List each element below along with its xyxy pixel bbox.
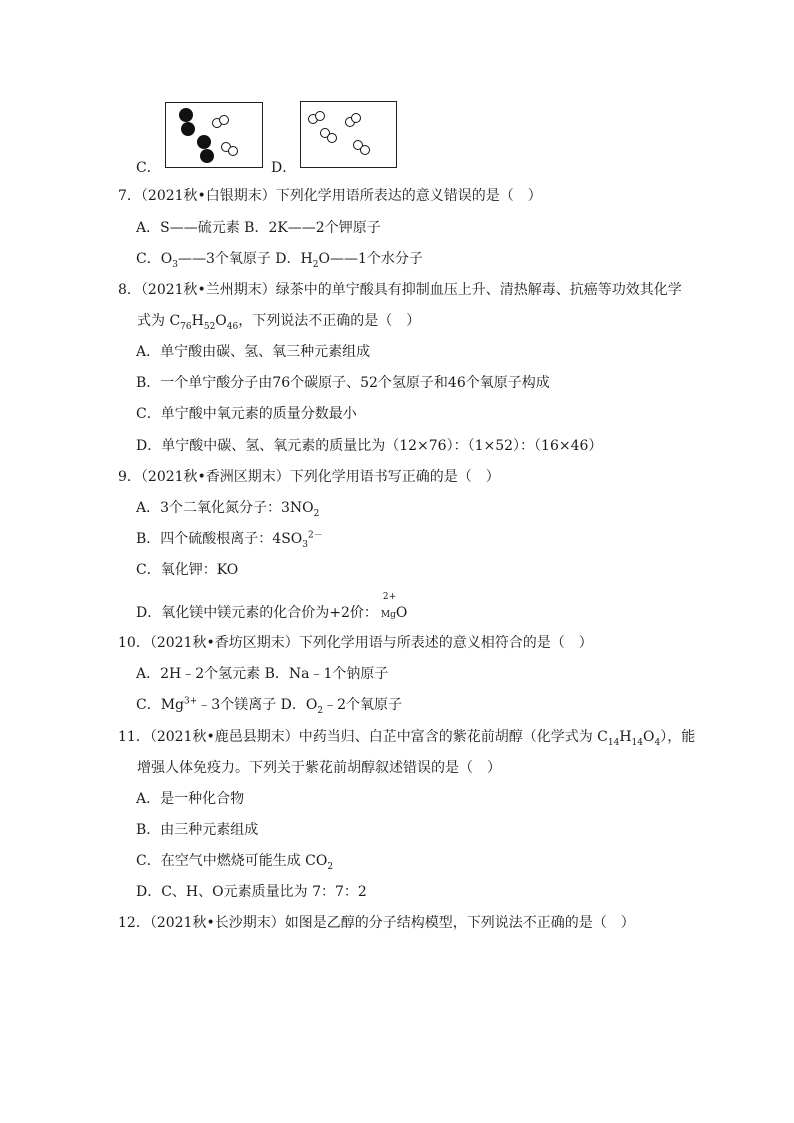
valence-notation: 2+ MgO: [380, 592, 408, 621]
question-8-stem: 8．（2021秋•兰州期末）绿茶中的单宁酸具有抑制血压上升、清热解毒、抗癌等功效其化学: [118, 282, 682, 298]
question-9-option-b: B．四个硫酸根离子：$4SO_3^{2-}$: [136, 530, 323, 550]
question-10-options-ab: A．2H﹣2个氢元素 B．Na﹣1个钠原子: [136, 666, 389, 682]
particle-diagram-c: [165, 102, 263, 168]
question-11-option-a: A．是一种化合物: [136, 791, 245, 807]
white-atom: [361, 146, 370, 155]
white-atom: [220, 116, 229, 125]
white-atom: [316, 112, 325, 121]
question-7-options-cd: C．$O_3——3$个氧原子 D．$H_2O——1$个水分子: [136, 251, 423, 270]
question-8-option-c: C．单宁酸中氧元素的质量分数最小: [136, 406, 357, 422]
question-11-option-c: C．在空气中燃烧可能生成 $CO_2$: [136, 853, 334, 872]
black-atom: [200, 149, 214, 163]
question-9-option-d: D．氧化镁中镁元素的化合价为+2价： 2+ MgO: [136, 603, 407, 625]
question-10-options-cd: C．$Mg^{3+}﹣3$个镁离子 D．$O_2﹣2$个氧原子: [136, 696, 403, 716]
question-8-option-a: A．单宁酸由碳、氢、氧三种元素组成: [136, 344, 371, 360]
question-8-stem-cont: 式为 $C_{76}H_{52}O_{46}$，下列说法不正确的是（ ）: [137, 313, 421, 332]
black-atom: [179, 108, 193, 122]
question-7-options-ab: A．S——硫元素 B．2K——2个钾原子: [136, 220, 381, 236]
option-c-label: C．: [136, 160, 161, 176]
question-11-option-b: B．由三种元素组成: [136, 822, 259, 838]
question-10-stem: 10．（2021秋•香坊区期末）下列化学用语与所表述的意义相符合的是（ ）: [118, 635, 593, 651]
white-atom: [229, 147, 238, 156]
question-9-option-c: C．氧化钾：KO: [136, 562, 239, 578]
question-8-option-d: D．单宁酸中碳、氢、氧元素的质量比为（12×76）：（1×52）：（16×46）: [136, 438, 603, 454]
black-atom: [197, 135, 211, 149]
question-9-stem: 9．（2021秋•香洲区期末）下列化学用语书写正确的是（ ）: [118, 469, 500, 485]
white-atom: [352, 114, 361, 123]
black-atom: [181, 122, 195, 136]
question-12-stem: 12．（2021秋•长沙期末）如图是乙醇的分子结构模型，下列说法不正确的是（ ）: [118, 915, 635, 931]
particle-diagram-d: [300, 101, 397, 168]
question-11-option-d: D．C、H、O元素质量比为 7：7：2: [136, 884, 367, 900]
option-d-label: D．: [271, 160, 297, 176]
question-9-option-a: A．3个二氧化氮分子：$3NO_2$: [136, 500, 320, 519]
question-11-stem-cont: 增强人体免疫力。下列关于紫花前胡醇叙述错误的是（ ）: [137, 760, 501, 776]
question-7-stem: 7．（2021秋•白银期末）下列化学用语所表达的意义错误的是（ ）: [118, 188, 542, 204]
question-8-option-b: B．一个单宁酸分子由76个碳原子、52个氢原子和46个氧原子构成: [136, 375, 550, 391]
question-11-stem: 11．（2021秋•鹿邑县期末）中药当归、白芷中富含的紫花前胡醇（化学式为 $C_{14}H_{14}O_4$），能: [118, 729, 696, 748]
white-atom: [328, 134, 337, 143]
